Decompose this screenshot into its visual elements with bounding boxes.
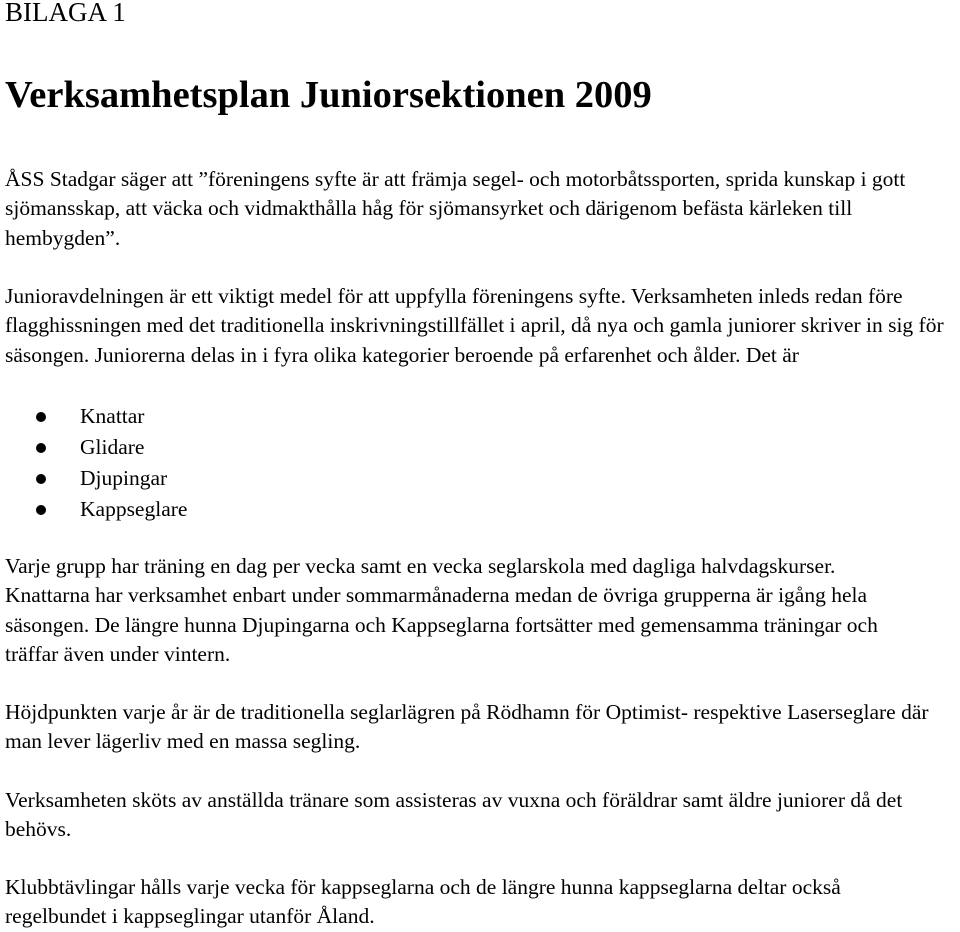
category-label: Kappseglare (80, 497, 188, 521)
paragraph-coaches: Verksamheten sköts av anställda tränare som assisteras av vuxna och föräldrar samt äldre juniorer då det behövs. (5, 788, 903, 842)
list-item (5, 494, 187, 525)
bullet-icon (36, 474, 46, 484)
paragraph-statutes: ÅSS Stadgar säger att ”föreningens syfte är att främja segel- och motorbåtssporten, sprida kunskap i gott sjömansskap, att väcka och vidmakthålla håg för sjömansyrket och därigenom befästa kärleken till hembygden”. (5, 167, 906, 250)
category-label: Djupingar (80, 466, 168, 490)
paragraph-club-races: Klubbtävlingar hålls varje vecka för kappseglarna och de längre hunna kappseglarna deltar också regelbundet i kappseglingar utanför Åland. (5, 875, 841, 929)
paragraph-highlights: Höjdpunkten varje år är de traditionella seglarlägren på Rödhamn för Optimist- respektive Laserseglare där man lever lägerliv med en massa segling. (5, 700, 929, 754)
list-item (5, 432, 187, 463)
paragraph-training: Varje grupp har träning en dag per vecka samt en vecka seglarskola med dagliga halvdagskurser. Knattarna har verksamhet enbart under sommarmånaderna medan de övriga grupperna är igång hela säsongen. De längre hunna Djupingarna och Kappseglarna fortsätter med gemensamma träningar och träffar även under vintern. (5, 554, 878, 666)
category-label: Knattar (80, 404, 145, 428)
list-item (5, 401, 187, 432)
category-list (5, 401, 187, 525)
category-label: Glidare (80, 435, 145, 459)
bullet-icon (36, 443, 46, 453)
bullet-icon (36, 412, 46, 422)
page-title: Verksamhetsplan Juniorsektionen 2009 (5, 74, 652, 116)
appendix-label: BILAGA 1 (5, 0, 126, 27)
paragraph-junior-division: Junioravdelningen är ett viktigt medel för att uppfylla föreningens syfte. Verksamheten inleds redan före flagghissningen med det traditionella inskrivningstillfället i april, då nya och gamla juniorer skriver in sig för säsongen. Juniorerna delas in i fyra olika kategorier beroende på erfarenhet och ålder. Det är (5, 284, 944, 367)
list-item (5, 463, 187, 494)
bullet-icon (36, 505, 46, 515)
